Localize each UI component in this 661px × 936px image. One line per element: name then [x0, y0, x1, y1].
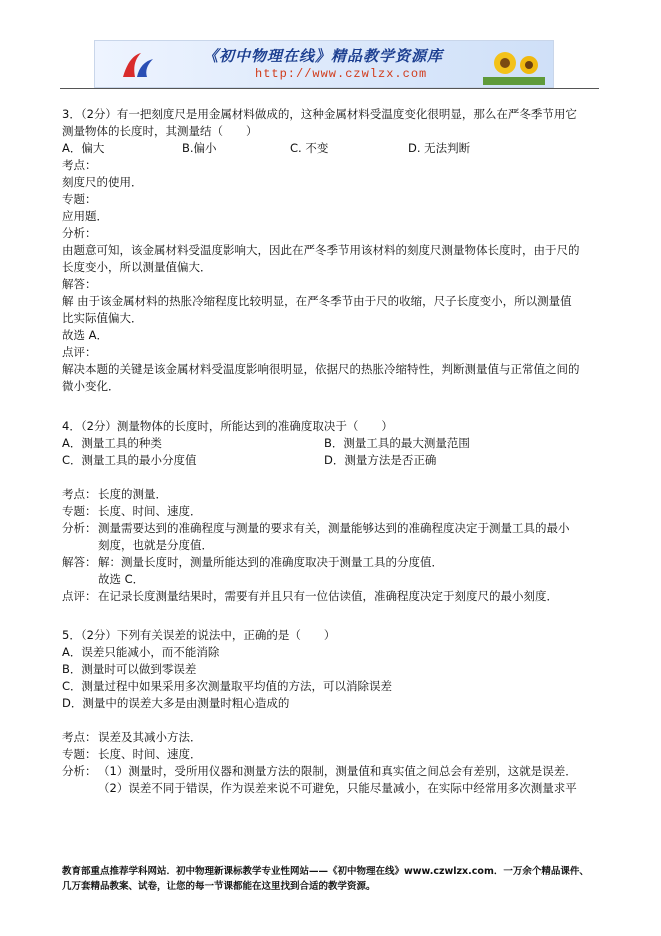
- question-5: [62, 627, 577, 797]
- q4-stem: 4．（2分）测量物体的长度时，所能达到的准确度取决于（ ）: [62, 419, 393, 433]
- q4-options-row2: [62, 452, 570, 469]
- q3-dianping-line1: 解决本题的关键是该金属材料受温度影响很明显，依据尺的热胀冷缩特性，判断测量值与正常值之间的: [62, 362, 580, 376]
- q3-option-b: B.偏小: [182, 141, 217, 155]
- question-4: [62, 418, 570, 605]
- q5-fenxi-line2: （2）误差不同于错误，作为误差来说不可避免，只能尽量减小，在实际中经常用多次测量求平: [98, 781, 577, 795]
- page-footer: [62, 864, 602, 894]
- q3-jieda-line2: 比实际值偏大．: [62, 311, 143, 325]
- q5-option-b: B．测量时可以做到零误差: [62, 662, 197, 676]
- q4-kaodian-row: [62, 486, 570, 503]
- header-divider: [60, 88, 599, 89]
- q5-option-d: D．测量中的误差大多是由测量时粗心造成的: [62, 696, 290, 710]
- q3-zhuanti: 应用题．: [62, 209, 108, 223]
- q4-options-row1: [62, 435, 570, 452]
- q5-fenxi-row: [62, 763, 577, 780]
- sunflower-icon: [483, 43, 545, 85]
- q5-option-c: C．测量过程中如果采用多次测量取平均值的方法，可以消除误差: [62, 679, 393, 693]
- q4-fenxi-row: [62, 520, 570, 537]
- q5-zhuanti-row: [62, 746, 577, 763]
- site-logo-icon: [119, 49, 155, 81]
- q5-zhuanti-label: 专题：: [62, 747, 97, 761]
- q4-dianping-row: [62, 588, 570, 605]
- q4-jieda-label: 解答：: [62, 555, 97, 569]
- q3-kaodian-label: 考点：: [62, 158, 97, 172]
- q3-options: [62, 140, 580, 157]
- q5-fenxi-label: 分析：: [62, 764, 97, 778]
- question-3: [62, 106, 580, 395]
- q5-kaodian-label: 考点：: [62, 730, 97, 744]
- footer-line1: 教育部重点推荐学科网站．初中物理新课标教学专业性网站——《初中物理在线》www.czwlzx.com．一万余个精品课件、: [62, 866, 589, 877]
- q4-zhuanti-label: 专题：: [62, 504, 97, 518]
- q4-kaodian-label: 考点：: [62, 487, 97, 501]
- q5-kaodian-row: [62, 729, 577, 746]
- q4-fenxi-line2: 刻度，也就是分度值．: [98, 538, 213, 552]
- q3-stem-line1: 3．（2分）有一把刻度尺是用金属材料做成的，这种金属材料受温度变化很明显，那么在严冬季节用它: [62, 107, 577, 121]
- q3-dianping-label: 点评：: [62, 345, 97, 359]
- q4-fenxi-line1: 测量需要达到的准确程度与测量的要求有关，测量能够达到的准确程度决定于测量工具的最小: [98, 521, 570, 535]
- q5-option-a: A．误差只能减小，而不能消除: [62, 645, 220, 659]
- q3-option-c: C. 不变: [290, 141, 329, 155]
- header-banner[interactable]: [94, 40, 554, 88]
- q3-fenxi-label: 分析：: [62, 226, 97, 240]
- footer-line2: 几万套精品教案、试卷，让您的每一节课都能在这里找到合适的教学资源。: [62, 881, 376, 892]
- q3-jieda-line1: 解 由于该金属材料的热胀冷缩程度比较明显，在严冬季节由于尺的收缩，尺子长度变小，所以测量值: [62, 294, 572, 308]
- q4-jieda-line2: 故选 C．: [98, 572, 145, 586]
- banner-url[interactable]: http://www.czwlzx.com: [255, 67, 428, 81]
- q4-jieda-line1: 解：测量长度时，测量所能达到的准确度取决于测量工具的分度值．: [98, 555, 443, 569]
- q4-dianping-label: 点评：: [62, 589, 97, 603]
- q4-dianping: 在记录长度测量结果时，需要有并且只有一位估读值，准确程度决定于刻度尺的最小刻度．: [98, 589, 558, 603]
- q3-zhuanti-label: 专题：: [62, 192, 97, 206]
- q4-option-c: C．测量工具的最小分度值: [62, 453, 197, 467]
- banner-title: 《初中物理在线》精品教学资源库: [203, 47, 444, 65]
- q3-option-d: D. 无法判断: [408, 141, 471, 155]
- q3-kaodian: 刻度尺的使用．: [62, 175, 143, 189]
- q4-zhuanti-row: [62, 503, 570, 520]
- q5-kaodian: 误差及其减小方法．: [98, 730, 202, 744]
- q5-stem: 5．（2分）下列有关误差的说法中，正确的是（ ）: [62, 628, 336, 642]
- q5-zhuanti: 长度、时间、速度．: [98, 747, 202, 761]
- q4-kaodian: 长度的测量．: [98, 487, 167, 501]
- q4-jieda-row: [62, 554, 570, 571]
- q3-jieda-label: 解答：: [62, 277, 97, 291]
- q5-fenxi-line1: （1）测量时，受所用仪器和测量方法的限制，测量值和真实值之间总会有差别，这就是误差．: [98, 764, 577, 778]
- q3-fenxi-line2: 长度变小，所以测量值偏大．: [62, 260, 212, 274]
- q4-option-b: B．测量工具的最大测量范围: [324, 436, 470, 450]
- q3-stem-line2: 测量物体的长度时，其测量结（ ）: [62, 124, 258, 138]
- q4-fenxi-label: 分析：: [62, 521, 97, 535]
- q3-option-a: A．偏大: [62, 141, 105, 155]
- q3-dianping-line2: 微小变化．: [62, 379, 120, 393]
- q3-fenxi-line1: 由题意可知，该金属材料受温度影响大，因此在严冬季节用该材料的刻度尺测量物体长度时，由于尺的: [62, 243, 580, 257]
- q3-jieda-line3: 故选 A．: [62, 328, 109, 342]
- q4-zhuanti: 长度、时间、速度．: [98, 504, 202, 518]
- q4-option-d: D．测量方法是否正确: [324, 453, 437, 467]
- q4-option-a: A．测量工具的种类: [62, 436, 162, 450]
